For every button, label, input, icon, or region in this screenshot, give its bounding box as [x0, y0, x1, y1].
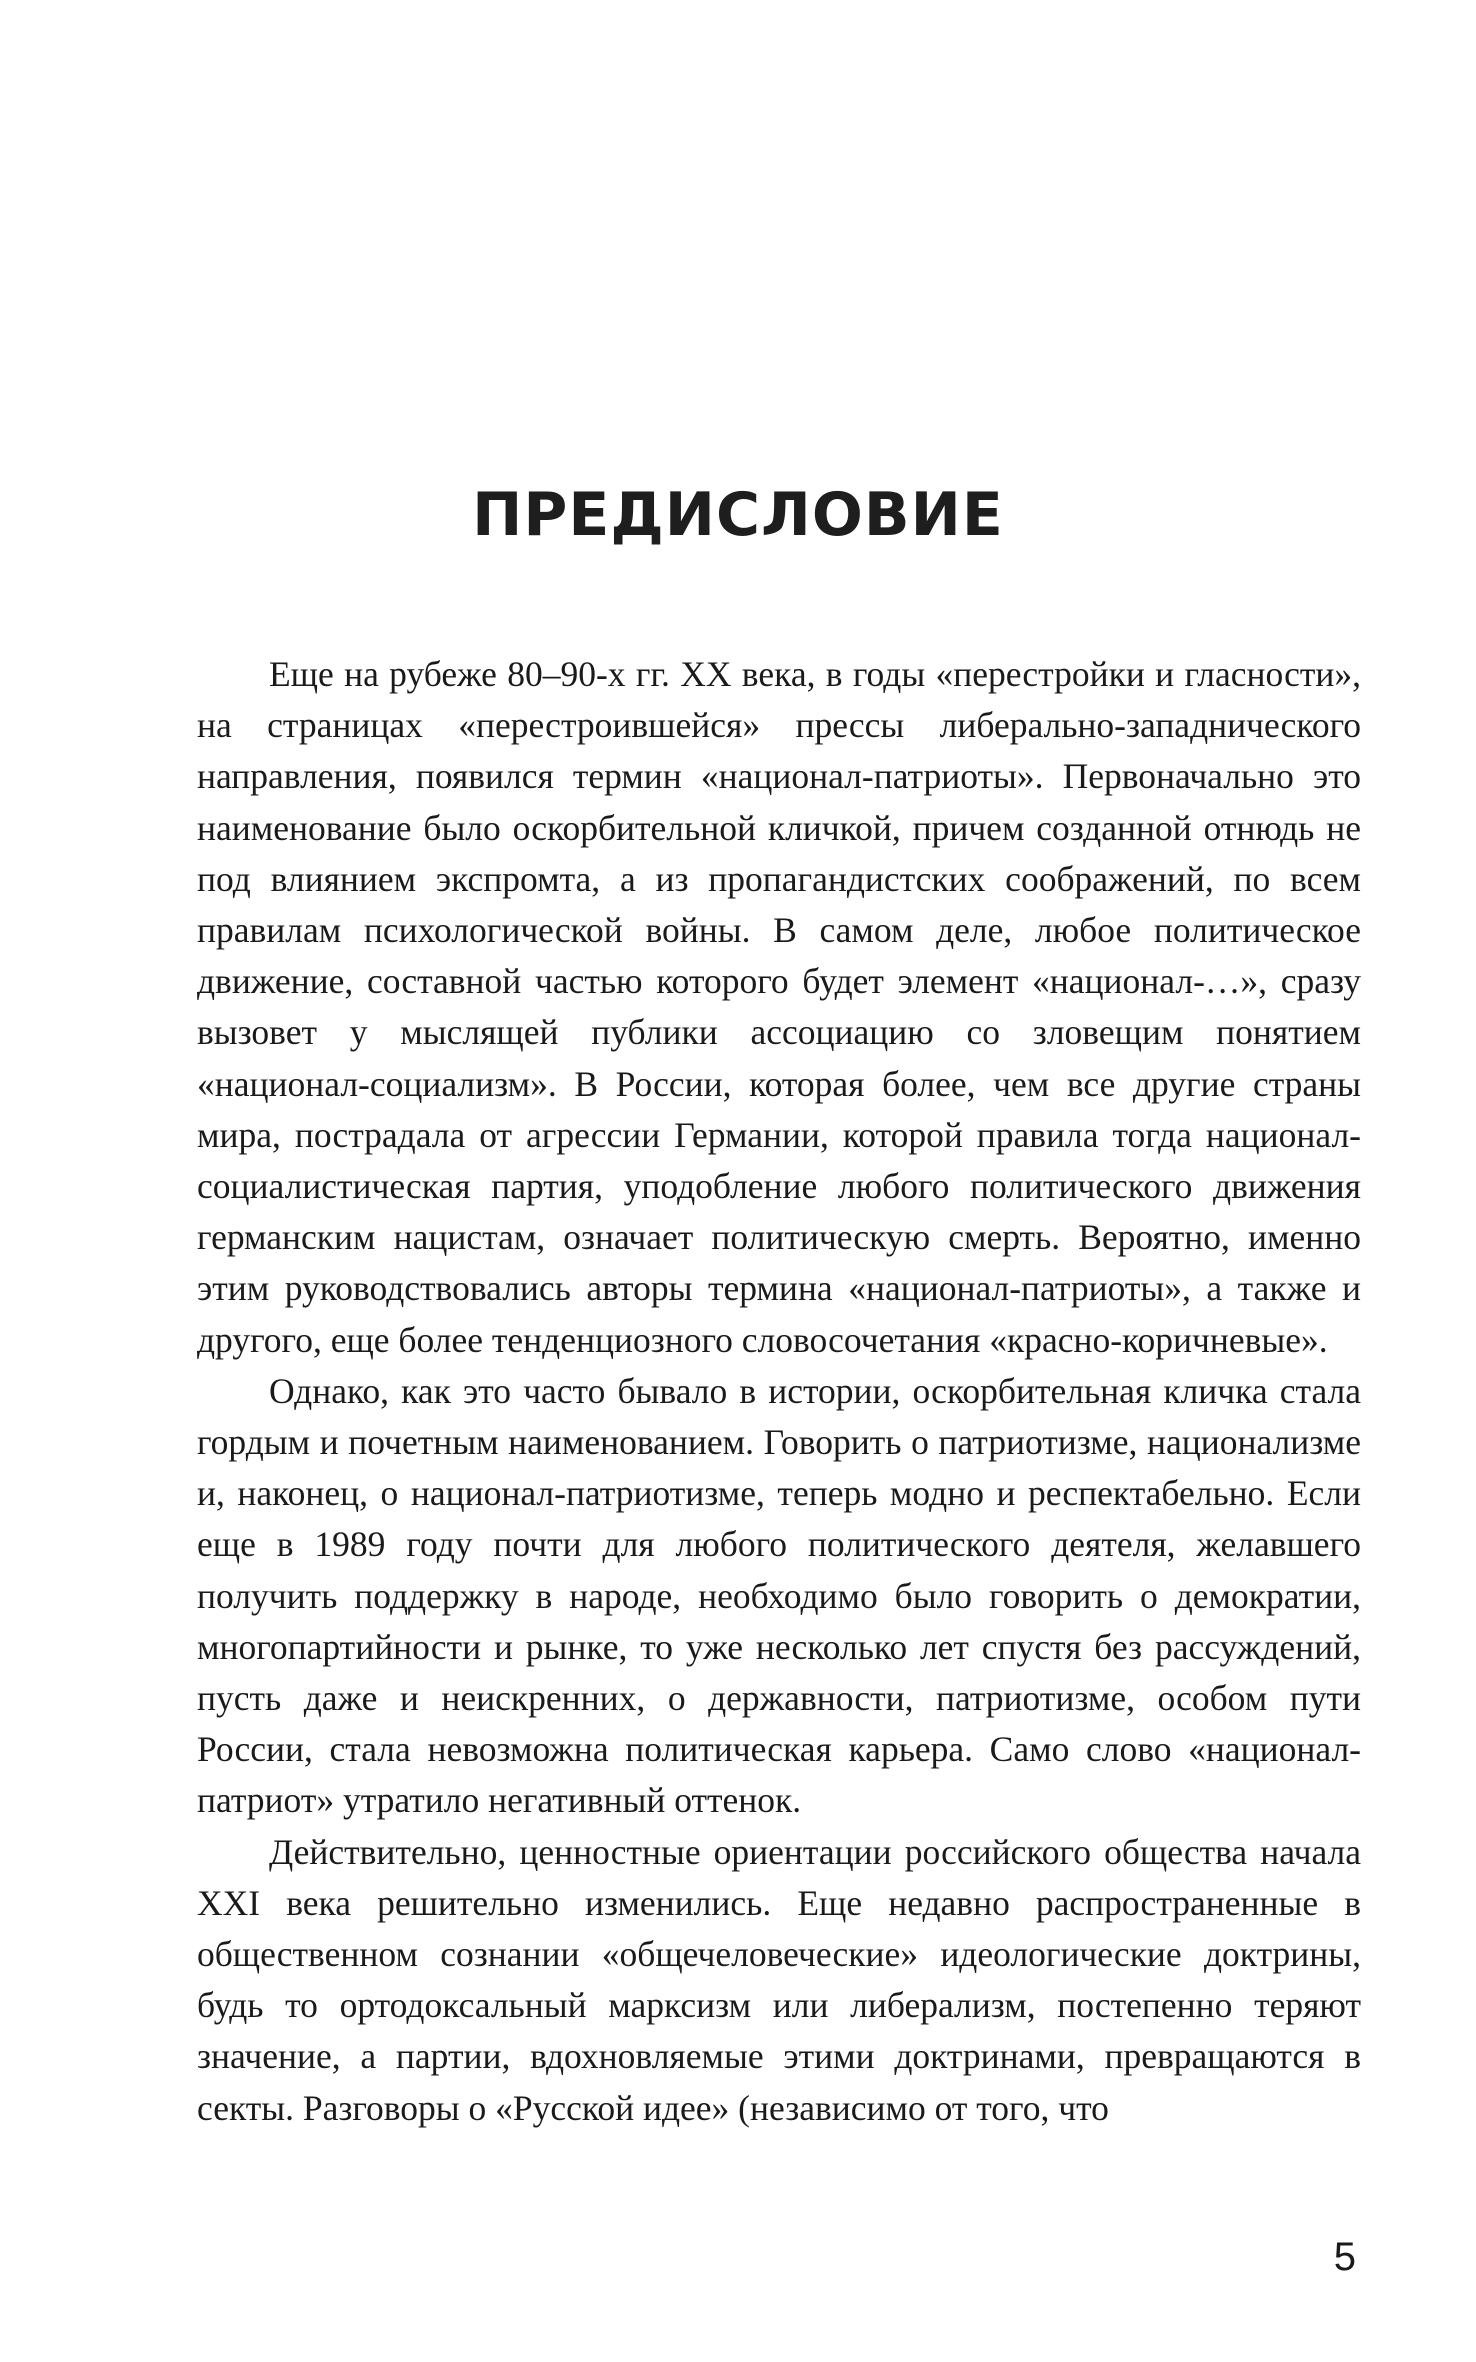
paragraph: Еще на рубеже 80–90-х гг. XX века, в годы «перестройки и гласности», на страницах «перестроившейся» прессы либерально-западнического направления, появился термин «национал-патриоты». Первоначально это наименование было оскорбительной кличкой, причем созданной отнюдь не под влиянием экспромта, а из пропагандистских соображений, по всем правилам психологической войны. В самом деле, любое политическое движение, составной частью которого будет элемент «национал-…», сразу вызовет у мыслящей публики ассоциацию со зловещим понятием «национал-социализм». В России, которая более, чем все другие страны мира, пострадала от агрессии Германии, которой правила тогда национал-социалистическая партия, уподобление любого политического движения германским нацистам, означает политическую смерть. Вероятно, именно этим руководствовались авторы термина «национал-патриоты», а также и другого, еще более тенденциозного словосочетания «красно-коричневые».	[197, 654, 1361, 1360]
body-text	[197, 649, 1361, 2134]
paragraph: Однако, как это часто бывало в истории, оскорбительная кличка стала гордым и почетным наименованием. Говорить о патриотизме, национализме и, наконец, о национал-патриотизме, теперь модно и респектабельно. Если еще в 1989 году почти для любого политического деятеля, желавшего получить поддержку в народе, необходимо было говорить о демократии, многопартийности и рынке, то уже несколько лет спустя без рассуждений, пусть даже и неискренних, о державности, патриотизме, особом пути России, стала невозможна политическая карьера. Само слово «национал-патриот» утратило негативный оттенок.	[197, 1370, 1361, 1821]
chapter-title: ПРЕДИСЛОВИЕ	[472, 480, 1004, 550]
page-number: 5	[1333, 2235, 1356, 2279]
paragraph: Действительно, ценностные ориентации российского общества начала XXI века решительно изменились. Еще недавно распространенные в общественном сознании «общечеловеческие» идеологические доктрины, будь то ортодоксальный марксизм или либерализм, постепенно теряют значение, а партии, вдохновляемые этими доктринами, превращаются в секты. Разговоры о «Русской идее» (независимо от того, что	[197, 1831, 1361, 2128]
